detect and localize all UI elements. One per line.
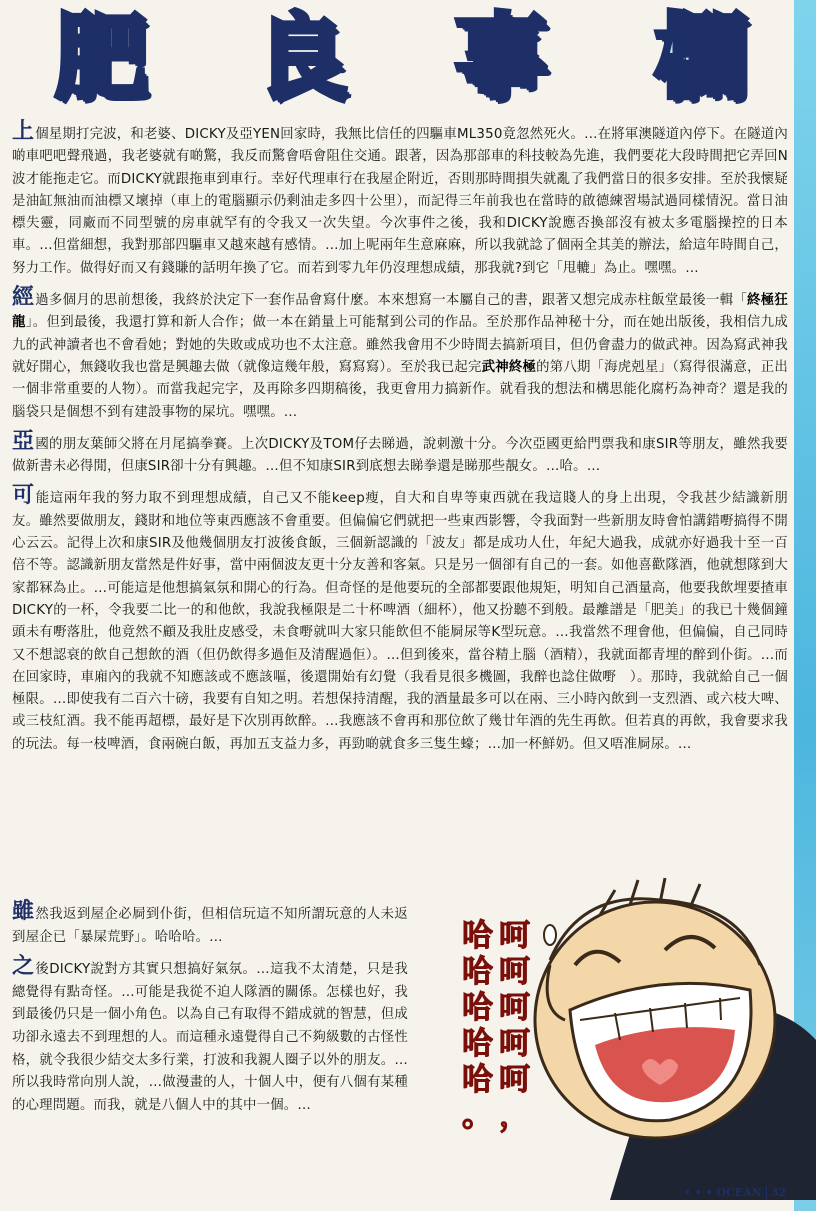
laugh-char: 哈 bbox=[462, 990, 493, 1026]
paragraph-text: 的第八期「海虎剋星」（寫得很滿意，正出一個非常重要的人物）。而當我起完字，及再除多四期稿後，我更會用力搞新作。就看我的想法和構思能化腐朽為神奇？還是我的腦袋只是個想不到有建設事物的屎坑。嘿嘿。… bbox=[12, 359, 788, 420]
title-char: 良 bbox=[254, 4, 347, 111]
column-header bbox=[0, 0, 816, 118]
paragraph bbox=[12, 899, 408, 949]
book-title: 武神終極 bbox=[481, 359, 537, 375]
paragraph-text: 然我返到屋企必屙到仆街，但相信玩這不知所謂玩意的人未返到屋企已「暴屎荒野」。哈哈哈。… bbox=[12, 907, 408, 945]
paragraph bbox=[12, 119, 788, 280]
paragraph-text: 個星期打完波，和老婆、DICKY及亞YEN回家時，我無比信任的四驅車ML350竟忽然死火。…在將軍澳隧道內停下。在隧道內啲車吧吧聲飛過，我老婆就有啲驚，我反而驚會唔會阻住交通。跟著，因為那部車的科技較為先進，我們要花大段時間把它弄回N波才能拖走它。而DICKY就跟拖車到車行。幸好代理車行在我屋企附近，否則那時間損失就亂了我們當日的很多安排。至於我懷疑是油缸無油而油標又壞掉（車上的電腦顯示仍剩油走多四十公里），而記得三年前我也在當時的啟德練習場試過同樣情況。當日油標失靈，同廠而不同型號的房車就罕有的令我又一次失望。今次事件之後，我和DICKY說應否換部沒有被太多電腦操控的日本車。…但當細想，我對那部四驅車又越來越有感情。…加上呢兩年生意麻麻，所以我就諗了個兩全其美的辦法，給這年時間自己，努力工作。做得好而又有錢賺的話明年換了它。而若到零九年仍沒理想成績，那我就?到它「甩轆」為止。嘿嘿。… bbox=[12, 127, 788, 276]
drop-cap: 亞 bbox=[12, 428, 35, 454]
laugh-char: 呵 bbox=[499, 990, 530, 1026]
laugh-char: 。 bbox=[462, 1098, 493, 1134]
page-number: 32 bbox=[766, 1186, 786, 1199]
page-title bbox=[6, 6, 796, 110]
paragraph bbox=[12, 428, 788, 479]
laugh-char: 呵 bbox=[499, 954, 530, 990]
laugh-char: 哈 bbox=[462, 1026, 493, 1062]
paragraph-text: 後DICKY說對方其實只想搞好氣氛。…這我不太清楚，只是我總覺得有點奇怪。…可能是我從不迫人隊酒的關係。怎樣也好，我到最後仍只是一個小角色。以為自己有取得不錯成就的智慧，但成功卻永遠去不到理想的人。而這種永遠覺得自己不夠級數的古怪性格，就令我很少結交太多行業，打波和我親人圈子以外的朋友。…所以我時常向別人說，…做漫畫的人，十個人中，便有八個有某種的心理問題。而我，就是八個人中的其中一個。… bbox=[12, 962, 408, 1113]
title-char: 欄 bbox=[654, 4, 747, 111]
sweat-drop bbox=[544, 925, 556, 945]
laugh-column-left bbox=[462, 918, 493, 1138]
laugh-char: 哈 bbox=[462, 1062, 493, 1098]
drop-cap: 上 bbox=[12, 119, 35, 144]
laugh-text bbox=[420, 918, 530, 1138]
laugh-char: ， bbox=[499, 1098, 530, 1134]
laugh-char: 哈 bbox=[462, 918, 493, 954]
drop-cap: 經 bbox=[12, 285, 35, 311]
drop-cap: 之 bbox=[12, 954, 35, 980]
laugh-char: 哈 bbox=[462, 954, 493, 990]
magazine-name: • • • OCEAN bbox=[683, 1186, 762, 1199]
laugh-char: 呵 bbox=[499, 918, 530, 954]
paragraph bbox=[12, 954, 408, 1117]
title-char: 肥 bbox=[54, 4, 147, 111]
paragraph-text: 能這兩年我的努力取不到理想成績，自己又不能keep瘦，自大和自卑等東西就在我這賤人的身上出現，令我甚少結識新朋友。雖然要做朋友，錢財和地位等東西應該不會重要。但偏偏它們就把一些東西影響，令我面對一些新朋友時會怕講錯嘢搞得不開心云云。記得上次和康SIR及他幾個朋友打波後食飯，三個新認識的「波友」都是成功人仕，年紀大過我，成就亦好過我十至一百倍不等。認識新朋友當然是件好事，當中兩個波友更十分友善和客氣。只是另一個卻有自己的一套。如他喜歡隊酒，他就想隊到大家都冧為止。…可能這是他想搞氣氛和開心的行為。但奇怪的是他要玩的全部都要跟他規矩，明知自己酒量高，他要我飲埋要揸車DICKY的一杯，令我要二比一的和他飲，我說我極限是二十杯啤酒（細杯），他又扮聽不到般。最離譜是「肥美」的我已十幾個鐘頭未有嘢落肚，他竟然不顧及我肚皮感受，未食嘢就叫大家只能飲但不能屙尿等K型玩意。…我當然不理會他，但偏偏，自己同時又不想認衰的飲自己想飲的酒（但仍飲得多過佢及清醒過佢）。…但到後來，當谷精上腦（酒精），我就面都青埋的醉到仆街。…而在回家時，車廂內的我就不知應該或不應該嘔，後還開始有幻覺（我看見很多機圖，我醉也諗住做嘢 ）。那時，我就給自己一個極限。…即使我有二百六十磅，我要有自知之明。若想保持清醒，我的酒量最多可以在兩、三小時內飲到一支烈酒、或六枝大啤、或三枝紅酒。我不能再超標，最好是下次別再飲醉。…我應該不會再和那位飲了幾廿年酒的先生再飲。但若真的再飲，我會要求我的玩法。每一枝啤酒，食兩碗白飯，再加五支益力多，再勁啲就食多三隻生蠔；…加一杯鮮奶。但又唔准屙尿。… bbox=[12, 491, 788, 752]
paragraph-text: 」。但到最後，我還打算和新人合作；做一本在銷量上可能幫到公司的作品。至於那作品神秘十分，而在她出版後，我相信九成九的武神讀者也不會看她；對她的失敗或成功也不太注意。雖然我會用不少時間去搞新項目，但仍會盡力的做武神。因為寫武神我就好開心，無錢收我也當是興趣去做（就像這幾年般，寫寫寫）。至於我已起完 bbox=[12, 315, 788, 375]
paragraph-text: 國的朋友葉師父將在月尾搞拳賽。上次DICKY及TOM仔去睇過，說刺激十分。今次亞國更給門票我和康SIR等朋友，雖然我要做新書未必得閒，但康SIR卻十分有興趣。…但不知康SIR到底想去睇拳還是睇那些靚女。…哈。… bbox=[12, 436, 788, 475]
laugh-char: 呵 bbox=[499, 1062, 530, 1098]
drop-cap: 可 bbox=[12, 483, 35, 509]
page-footer bbox=[684, 1186, 786, 1199]
paragraph bbox=[12, 285, 788, 424]
title-char: 事 bbox=[454, 4, 547, 111]
article-body bbox=[12, 119, 788, 764]
paragraph bbox=[12, 483, 788, 756]
laugh-char: 呵 bbox=[499, 1026, 530, 1062]
paragraph-text: 過多個月的思前想後，我終於決定下一套作品會寫什麼。本來想寫一本屬自己的書，跟著又想完成赤柱飯堂最後一輯「 bbox=[35, 293, 748, 309]
book-title: 終極狂龍 bbox=[12, 293, 788, 331]
article-body-narrow bbox=[12, 899, 408, 1125]
laughing-man-illustration bbox=[520, 870, 816, 1200]
drop-cap: 雖 bbox=[12, 899, 35, 924]
